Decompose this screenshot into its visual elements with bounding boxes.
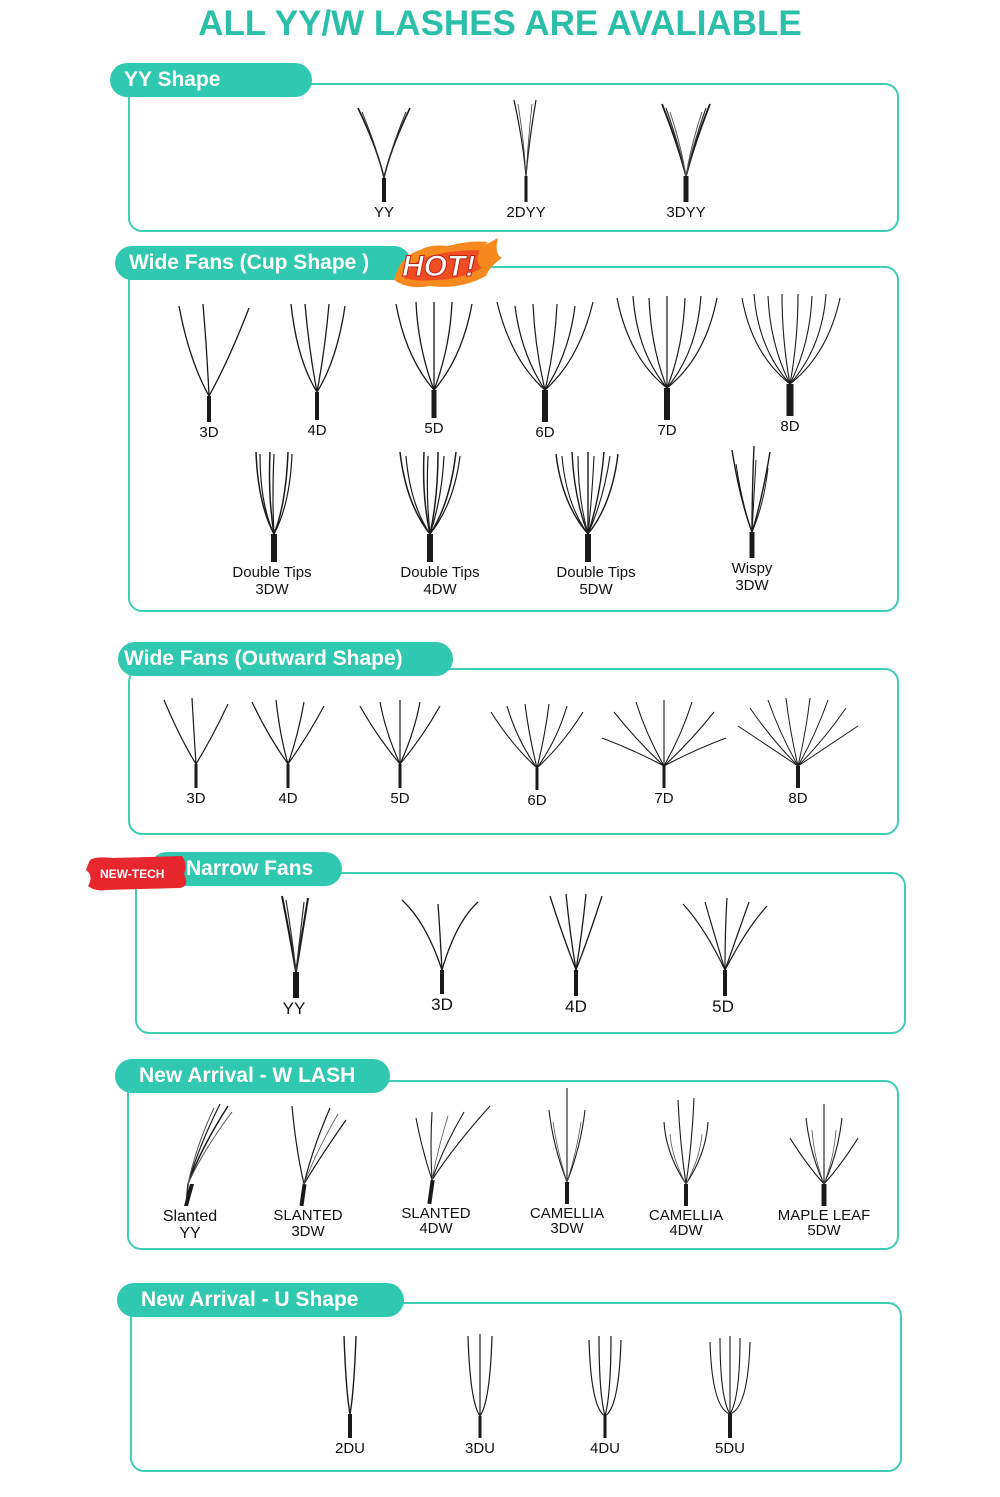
lash-label: 4D bbox=[565, 997, 587, 1016]
lash-label: 8D bbox=[780, 418, 800, 435]
lash-label: SLANTED 3DW bbox=[273, 1207, 343, 1240]
lash-label: YY bbox=[373, 204, 394, 221]
lash-label: 3D bbox=[186, 790, 206, 807]
lash-label: 5DU bbox=[714, 1440, 745, 1457]
camellia-4dw-lash-icon bbox=[616, 1094, 756, 1208]
new-tech-badge-shape bbox=[82, 856, 192, 892]
outward-8d-lash-icon bbox=[728, 696, 868, 790]
lash-label: Double Tips 5DW bbox=[556, 564, 636, 598]
lash-label: 2DYY bbox=[506, 204, 546, 221]
lash-label: 4DU bbox=[589, 1440, 620, 1457]
double-tips-3dw-lash-icon bbox=[202, 448, 342, 564]
lash-item-narrow-yy[interactable] bbox=[224, 892, 364, 1017]
outward-7d-lash-icon bbox=[594, 698, 734, 790]
narrow-5d-lash-icon bbox=[653, 894, 793, 998]
lash-label: 5D bbox=[390, 790, 410, 807]
lash-item-yy[interactable] bbox=[314, 100, 454, 221]
slanted-4dw-lash-icon bbox=[366, 1102, 506, 1206]
3du-lash-icon bbox=[410, 1332, 550, 1440]
4du-lash-icon bbox=[535, 1334, 675, 1440]
outward-shape-tab[interactable]: Wide Fans (Outward Shape) bbox=[118, 642, 453, 676]
lash-item-cup-6d[interactable] bbox=[475, 298, 615, 441]
lash-item-slanted-4dw[interactable] bbox=[366, 1102, 506, 1236]
narrow-4d-lash-icon bbox=[506, 890, 646, 998]
double-tips-5dw-lash-icon bbox=[526, 448, 666, 564]
lash-label: Double Tips 4DW bbox=[400, 564, 480, 598]
lash-item-outward-8d[interactable] bbox=[728, 696, 868, 807]
2du-lash-icon bbox=[280, 1332, 420, 1440]
double-tips-4dw-lash-icon bbox=[370, 448, 510, 564]
cup-6d-lash-icon bbox=[475, 298, 615, 424]
page-title: ALL YY/W LASHES ARE AVALIABLE bbox=[198, 4, 802, 43]
cup-7d-lash-icon bbox=[597, 292, 737, 422]
lash-item-cup-7d[interactable] bbox=[597, 292, 737, 439]
lash-label: CAMELLIA 4DW bbox=[648, 1207, 724, 1239]
lash-item-double-tips-4dw[interactable] bbox=[370, 448, 510, 598]
lash-item-outward-7d[interactable] bbox=[594, 698, 734, 807]
narrow-3d-lash-icon bbox=[372, 892, 512, 996]
lash-label: 3DU bbox=[464, 1440, 495, 1457]
lash-item-2du[interactable] bbox=[280, 1332, 420, 1457]
wispy-3dw-lash-icon bbox=[682, 444, 822, 560]
lash-item-3du[interactable] bbox=[410, 1332, 550, 1457]
lash-item-wispy-3dw[interactable] bbox=[682, 444, 822, 594]
lash-item-4du[interactable] bbox=[535, 1334, 675, 1457]
lash-item-cup-8d[interactable] bbox=[720, 290, 860, 435]
lash-item-camellia-4dw[interactable] bbox=[616, 1094, 756, 1238]
lash-label: Wispy 3DW bbox=[731, 560, 773, 594]
lash-item-narrow-5d[interactable] bbox=[653, 894, 793, 1015]
lash-label: 2DU bbox=[334, 1440, 365, 1457]
lash-label: 7D bbox=[657, 422, 677, 439]
lash-label: 5D bbox=[712, 997, 734, 1016]
yy-shape-tab[interactable]: YY Shape bbox=[110, 63, 312, 97]
lash-label: 7D bbox=[654, 790, 674, 807]
3dyy-lash-icon bbox=[646, 100, 726, 204]
narrow-fans-tab[interactable]: Narrow Fans bbox=[150, 852, 342, 886]
maple-leaf-5dw-lash-icon bbox=[754, 1100, 894, 1208]
narrow-yy-lash-icon bbox=[224, 892, 364, 1000]
yy-lash-icon bbox=[344, 100, 424, 204]
lash-label: 4D bbox=[307, 422, 327, 439]
lash-label: 6D bbox=[535, 424, 555, 441]
lash-label: Slanted YY bbox=[162, 1208, 218, 1242]
lash-label: 3D bbox=[431, 995, 453, 1014]
lash-label: 8D bbox=[788, 790, 808, 807]
lash-item-slanted-3dw[interactable] bbox=[238, 1100, 378, 1240]
lash-item-double-tips-3dw[interactable] bbox=[202, 448, 342, 598]
flame-icon bbox=[390, 236, 505, 292]
lash-label: YY bbox=[282, 999, 306, 1018]
2dyy-lash-icon bbox=[486, 96, 566, 204]
lash-label: 5D bbox=[424, 420, 444, 437]
lash-item-double-tips-5dw[interactable] bbox=[526, 448, 666, 598]
lash-label: 4D bbox=[278, 790, 298, 807]
lash-item-3dyy[interactable] bbox=[616, 100, 756, 221]
lash-item-narrow-4d[interactable] bbox=[506, 890, 646, 1015]
cup-8d-lash-icon bbox=[720, 290, 860, 418]
w-lash-tab[interactable]: New Arrival - W LASH bbox=[115, 1059, 390, 1093]
5du-lash-icon bbox=[660, 1334, 800, 1440]
new-tech-badge bbox=[82, 856, 192, 897]
lash-label: 6D bbox=[527, 792, 547, 809]
lash-item-5du[interactable] bbox=[660, 1334, 800, 1457]
lash-label: CAMELLIA 3DW bbox=[529, 1205, 605, 1237]
lash-label: Double Tips 3DW bbox=[232, 564, 312, 598]
lash-label: MAPLE LEAF 5DW bbox=[777, 1207, 871, 1239]
lash-item-outward-6d[interactable] bbox=[467, 700, 607, 809]
lash-label: 3D bbox=[199, 424, 219, 441]
lash-label: SLANTED 4DW bbox=[401, 1205, 471, 1237]
lash-item-outward-5d[interactable] bbox=[330, 698, 470, 807]
hot-text: HOT! bbox=[402, 250, 476, 283]
lash-item-narrow-3d[interactable] bbox=[372, 892, 512, 1013]
slanted-3dw-lash-icon bbox=[238, 1100, 378, 1208]
lash-item-2dyy[interactable] bbox=[456, 96, 596, 221]
outward-5d-lash-icon bbox=[330, 698, 470, 790]
lash-item-maple-leaf-5dw[interactable] bbox=[754, 1100, 894, 1238]
cup-shape-tab[interactable]: Wide Fans (Cup Shape ) bbox=[115, 246, 411, 280]
u-shape-tab[interactable]: New Arrival - U Shape bbox=[117, 1283, 404, 1317]
outward-6d-lash-icon bbox=[467, 700, 607, 792]
new-tech-text: NEW-TECH bbox=[100, 867, 165, 881]
lash-label: 3DYY bbox=[666, 204, 706, 221]
hot-badge bbox=[390, 236, 505, 297]
